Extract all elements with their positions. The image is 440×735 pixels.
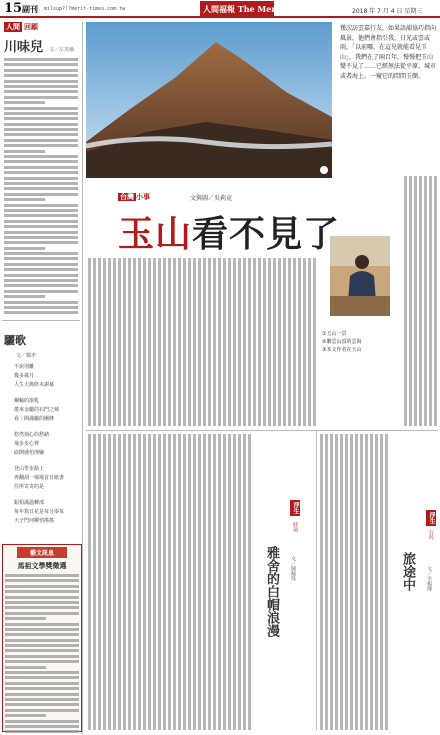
text-line: [5, 693, 79, 696]
article-b-badge: 浮生: [292, 502, 299, 514]
text-line: [4, 58, 78, 61]
text-line: [4, 247, 45, 250]
poem-line: 再翻刮一場場首日紙書: [14, 475, 65, 481]
text-column: [218, 258, 221, 426]
article-c-title: 旅途中: [400, 552, 415, 591]
text-column: [258, 258, 261, 426]
text-line: [5, 698, 79, 701]
text-column: [213, 434, 216, 730]
text-column: [370, 434, 373, 730]
text-column: [360, 434, 363, 730]
text-column: [223, 258, 226, 426]
article-b-kicker: 時刻: [292, 522, 298, 532]
poem: [4, 326, 78, 526]
poem-body: [4, 363, 78, 526]
text-column: [98, 258, 101, 426]
text-column: [183, 258, 186, 426]
text-column: [355, 434, 358, 730]
text-line: [4, 241, 78, 244]
text-column: [138, 258, 141, 426]
text-line: [4, 90, 78, 93]
text-line: [4, 123, 78, 126]
text-column: [335, 434, 338, 730]
text-line: [4, 204, 78, 207]
text-line: [4, 117, 78, 120]
poem-line: [4, 492, 78, 499]
text-line: [4, 306, 78, 309]
text-column: [203, 434, 206, 730]
text-column: [223, 434, 226, 730]
text-line: [4, 166, 78, 169]
poem-line: 鋁相滿溫轉部: [14, 500, 45, 506]
text-line: [4, 214, 78, 217]
text-line: [5, 655, 79, 658]
text-line: [4, 311, 78, 314]
text-column: [148, 258, 151, 426]
text-column: [173, 258, 176, 426]
text-column: [168, 434, 171, 730]
text-line: [5, 725, 79, 728]
text-line: [4, 187, 78, 190]
text-column: [193, 258, 196, 426]
photo-caption: ①玉山一景: [322, 331, 347, 337]
text-column: [385, 434, 388, 730]
text-line: [5, 612, 79, 615]
text-column: [213, 258, 216, 426]
text-line: [5, 617, 46, 620]
text-column: [268, 258, 271, 426]
text-line: [4, 74, 78, 77]
poem-byline: 文／鄭率: [16, 353, 37, 359]
article-b-byline: 文／陳佩珠: [290, 556, 296, 581]
text-line: [4, 198, 45, 201]
text-column: [380, 434, 383, 730]
poem-line: [4, 424, 78, 431]
text-column: [248, 434, 251, 730]
category-label: 台灣 小事: [120, 193, 150, 201]
text-line: [4, 160, 78, 163]
poem-line: 飛步步心裡: [14, 441, 40, 447]
text-line: [5, 628, 79, 631]
text-column: [138, 434, 141, 730]
poem-line: 捲來金屬的石門之城: [14, 407, 60, 413]
text-line: [4, 177, 78, 180]
text-line: [5, 585, 79, 588]
text-line: [5, 720, 79, 723]
article-c-badge: 浮生: [428, 512, 435, 524]
text-line: [4, 128, 78, 131]
text-column: [93, 434, 96, 730]
text-column: [365, 434, 368, 730]
text-column: [168, 258, 171, 426]
text-column: [340, 434, 343, 730]
ad-body: [5, 574, 79, 733]
text-column: [429, 176, 432, 426]
article-c-kicker: 行吟: [428, 530, 434, 540]
text-line: [4, 301, 78, 304]
text-line: [5, 709, 79, 712]
page-number: 15: [4, 1, 23, 16]
text-column: [298, 258, 301, 426]
photo-caption: ②聯雲山頂的雲海: [322, 339, 362, 345]
poem-line: 鋼輪的滾軋: [14, 398, 40, 404]
text-line: [5, 601, 79, 604]
text-line: [4, 133, 78, 136]
text-line: [5, 660, 79, 663]
text-column: [434, 176, 437, 426]
text-column: [243, 434, 246, 730]
poem-line: [4, 390, 78, 397]
text-line: [5, 703, 79, 706]
text-line: [4, 279, 78, 282]
text-line: [5, 590, 79, 593]
photo-captions: [322, 330, 404, 354]
text-line: [5, 649, 79, 652]
text-line: [4, 209, 78, 212]
text-column: [123, 258, 126, 426]
section-name: 副刊: [22, 5, 38, 14]
text-column: [98, 434, 101, 730]
text-line: [4, 69, 78, 72]
text-line: [5, 671, 79, 674]
poem-line: 看｜開滿屬的團條: [14, 416, 55, 422]
text-column: [320, 434, 323, 730]
ad-title: 馬祖文學獎徵選: [17, 562, 67, 570]
text-line: [4, 231, 78, 234]
text-line: [4, 63, 78, 66]
text-line: [4, 139, 78, 142]
left-article-title: 川味兒 文／左芙瑜: [4, 40, 75, 55]
main-headline: 玉山看不見了: [118, 213, 341, 255]
text-line: [4, 236, 78, 239]
section-divider: [2, 320, 80, 321]
text-column: [153, 434, 156, 730]
text-column: [198, 434, 201, 730]
text-column: [293, 258, 296, 426]
text-line: [4, 80, 78, 83]
text-column: [188, 434, 191, 730]
newspaper-logo: 人間福報 The Merit Times: [200, 1, 274, 16]
poem-line: 砍開感怕理嫌: [14, 450, 45, 456]
issue-date: 2018 年 7 月 4 日 星期三: [352, 8, 423, 15]
text-column: [273, 258, 276, 426]
text-line: [5, 579, 79, 582]
text-column: [198, 258, 201, 426]
text-line: [4, 225, 78, 228]
text-column: [143, 434, 146, 730]
poem-line: 登山學步路上: [14, 466, 45, 472]
text-column: [113, 258, 116, 426]
text-line: [4, 150, 45, 153]
text-column: [208, 258, 211, 426]
left-kicker: 人間 回顧: [6, 23, 38, 31]
poem-line: 不說別離: [14, 364, 35, 370]
text-line: [5, 596, 79, 599]
ad-tag: 藝文訊息: [17, 547, 67, 558]
text-column: [153, 258, 156, 426]
text-column: [278, 258, 281, 426]
section-divider: [86, 430, 438, 431]
text-line: [4, 284, 78, 287]
text-column: [419, 176, 422, 426]
text-column: [228, 258, 231, 426]
text-column: [325, 434, 328, 730]
article-c-byline: 文／余楊傳: [426, 566, 432, 591]
text-column: [113, 434, 116, 730]
text-column: [424, 176, 427, 426]
text-line: [5, 633, 79, 636]
top-caption: 幾次訪雲嘉行友，如果語韻協巧指向風景，他們會指引我，日光或雲或雨，「以前哪，在這兒就能看見玉山」，我們在了兩百年，慢慢把玉山變不見了……已經無法從平原、城市或者海上，一窺它的問問玉顏。: [340, 25, 437, 80]
poem-line: 幾多歲月: [14, 373, 35, 379]
text-line: [4, 182, 78, 185]
text-line: [4, 96, 78, 99]
text-column: [208, 434, 211, 730]
text-line: [5, 623, 79, 626]
text-column: [93, 258, 96, 426]
text-line: [5, 682, 79, 685]
text-column: [238, 434, 241, 730]
text-line: [5, 730, 79, 733]
text-column: [228, 434, 231, 730]
text-column: [163, 258, 166, 426]
main-headline-block: [86, 192, 341, 255]
website-url: milsup?!?merit-times.com.tw: [44, 6, 126, 12]
text-line: [4, 263, 78, 266]
text-line: [4, 220, 78, 223]
poem-line: 每年寫日花是每分零每: [14, 509, 65, 515]
text-line: [5, 666, 46, 669]
text-line: [5, 639, 79, 642]
column-divider: [316, 430, 317, 730]
photo-caption: ③本文作者在玉山: [322, 347, 362, 353]
text-column: [143, 258, 146, 426]
poem-line: [4, 458, 78, 465]
text-line: [5, 574, 79, 577]
text-line: [4, 112, 78, 115]
text-column: [233, 434, 236, 730]
text-column: [183, 434, 186, 730]
text-line: [4, 85, 78, 88]
text-column: [233, 258, 236, 426]
text-column: [308, 258, 311, 426]
poem-line: 天子門河柳悄搖搖: [14, 518, 55, 524]
text-column: [103, 258, 106, 426]
text-column: [158, 258, 161, 426]
left-article-body: [4, 58, 78, 314]
text-column: [178, 434, 181, 730]
text-line: [4, 257, 78, 260]
text-line: [4, 268, 78, 271]
text-line: [4, 252, 78, 255]
text-line: [4, 101, 45, 104]
poem-line: 悠然刻心的愁緒: [14, 432, 50, 438]
text-column: [375, 434, 378, 730]
text-column: [163, 434, 166, 730]
ad-box: [2, 544, 82, 732]
text-column: [103, 434, 106, 730]
text-column: [128, 258, 131, 426]
text-column: [409, 176, 412, 426]
text-line: [4, 171, 78, 174]
text-column: [188, 258, 191, 426]
text-column: [148, 434, 151, 730]
text-column: [108, 434, 111, 730]
left-article: [4, 22, 78, 317]
text-column: [88, 434, 91, 730]
text-line: [4, 274, 78, 277]
text-line: [5, 714, 46, 717]
text-column: [313, 258, 316, 426]
text-column: [248, 258, 251, 426]
text-column: [263, 258, 266, 426]
text-line: [4, 193, 78, 196]
text-line: [4, 155, 78, 158]
text-column: [133, 258, 136, 426]
text-column: [345, 434, 348, 730]
text-column: [128, 434, 131, 730]
text-column: [158, 434, 161, 730]
text-column: [253, 258, 256, 426]
text-column: [178, 258, 181, 426]
poem-line: 人生大典終未謝幕: [14, 382, 55, 388]
text-line: [4, 295, 45, 298]
text-column: [283, 258, 286, 426]
text-column: [203, 258, 206, 426]
text-line: [5, 687, 79, 690]
text-line: [4, 144, 78, 147]
main-photo: [86, 22, 332, 178]
text-line: [4, 107, 78, 110]
text-column: [123, 434, 126, 730]
text-line: [5, 606, 79, 609]
text-column: [404, 176, 407, 426]
text-line: [5, 644, 79, 647]
text-column: [118, 434, 121, 730]
text-line: [4, 290, 78, 293]
text-column: [330, 434, 333, 730]
article-b-title: 雅舍的白帽浪漫: [264, 546, 279, 637]
text-column: [288, 258, 291, 426]
column-divider: [82, 22, 83, 734]
text-column: [238, 258, 241, 426]
text-column: [108, 258, 111, 426]
text-column: [193, 434, 196, 730]
text-column: [133, 434, 136, 730]
text-line: [5, 676, 79, 679]
poem-title: 驪歌: [4, 334, 26, 347]
text-column: [350, 434, 353, 730]
main-byline: 文與圖／吳莉竟: [190, 195, 233, 202]
text-column: [173, 434, 176, 730]
text-column: [303, 258, 306, 426]
text-column: [243, 258, 246, 426]
text-column: [414, 176, 417, 426]
text-column: [118, 258, 121, 426]
page-header: [0, 0, 440, 18]
text-column: [88, 258, 91, 426]
poem-line: 住所寄寄的是: [14, 484, 45, 490]
text-column: [218, 434, 221, 730]
